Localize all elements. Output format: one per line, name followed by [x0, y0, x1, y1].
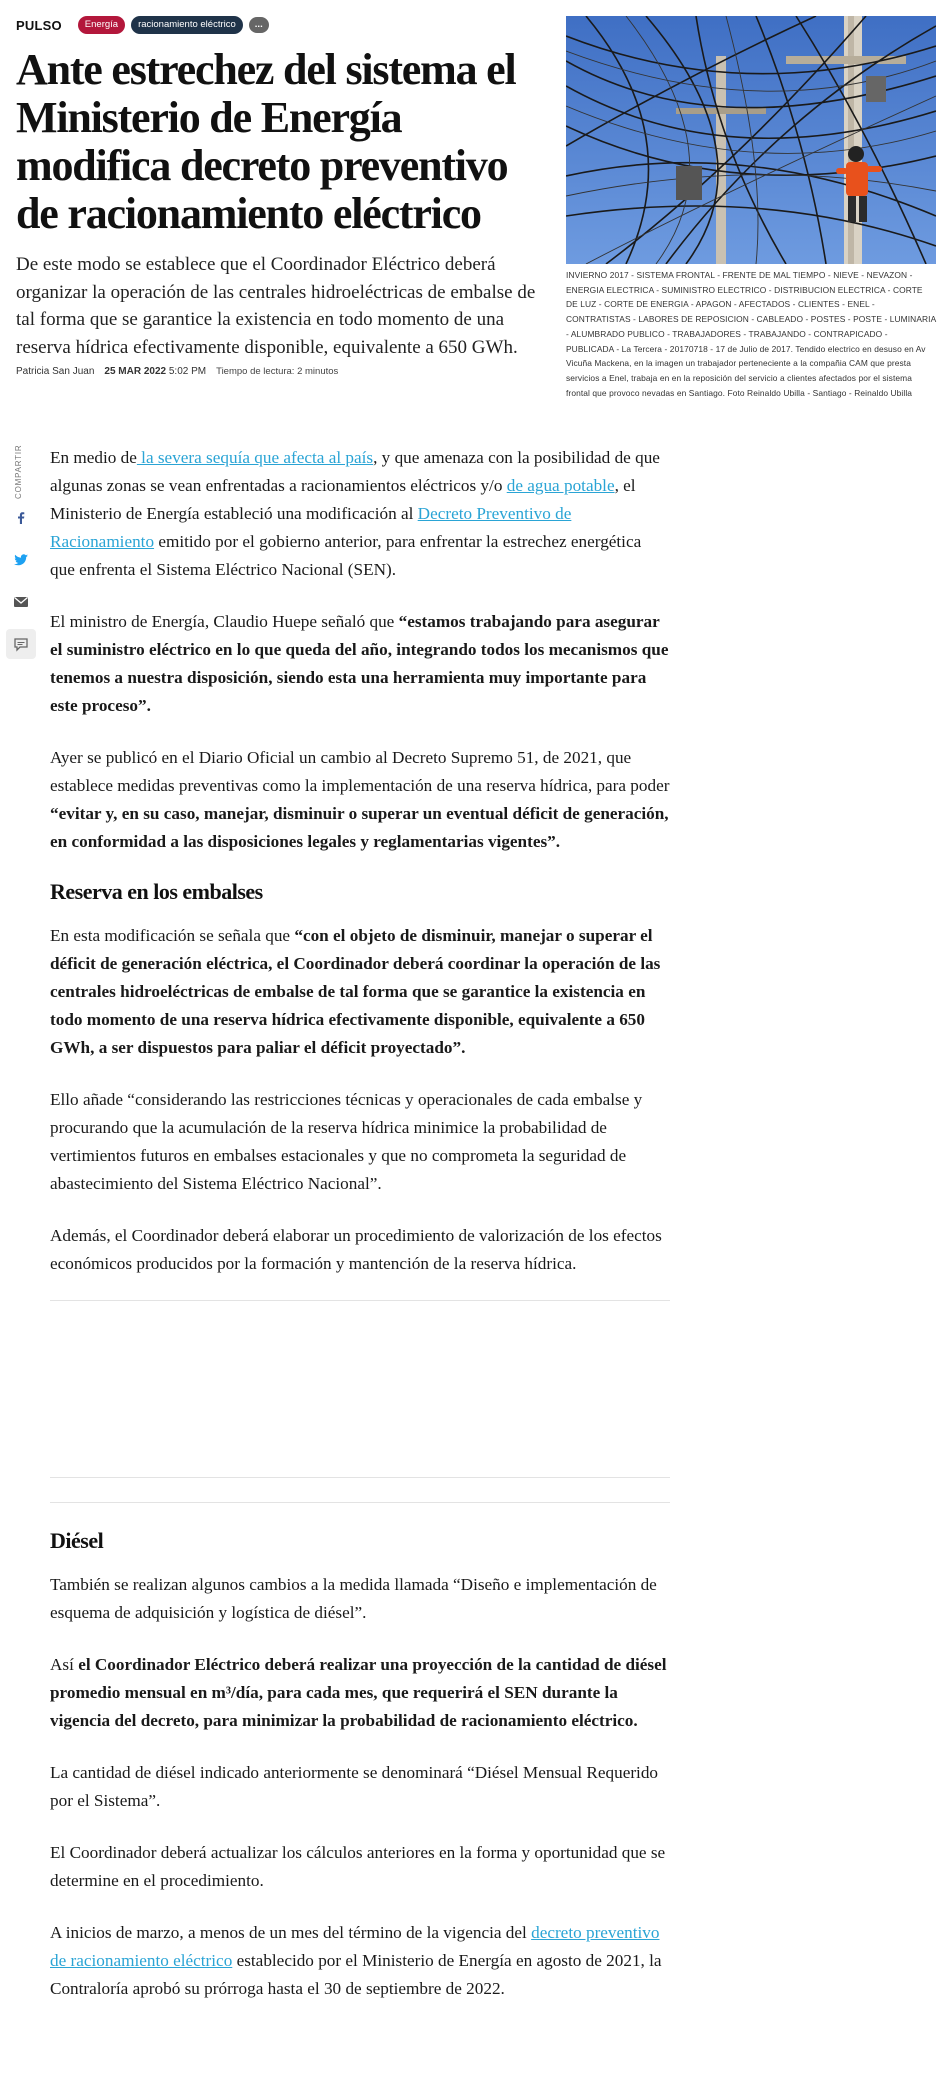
section-label[interactable]: PULSO [16, 17, 62, 33]
article-topline [16, 16, 269, 34]
link-decreto-racionamiento[interactable]: decreto preventivo de racionamiento eléctrico [50, 1923, 660, 1970]
publish-time: 5:02 PM [168, 366, 207, 377]
divider-section [50, 1502, 670, 1503]
paragraph-11: A inicios de marzo, a menos de un mes del término de la vigencia del decreto preventivo de racionamiento eléctrico establecido por el Ministerio de Energía en agosto de 2021, la Contraloría aprobó su prórroga hasta el 30 de septiembre de 2022. [50, 1923, 662, 1998]
reading-time: Tiempo de lectura: 2 minutos [216, 366, 339, 377]
paragraph-2: El ministro de Energía, Claudio Huepe señaló que “estamos trabajando para asegurar el suministro eléctrico en lo que queda del año, integrando todos los mecanismos que tenemos a nuestra disposición, siendo esta una herramienta muy importante para este proceso”. [50, 612, 669, 715]
comments-button[interactable] [6, 629, 36, 659]
paragraph-9: La cantidad de diésel indicado anteriormente se denominará “Diésel Mensual Requerido por el Sistema”. [50, 1763, 659, 1810]
tags-more-button[interactable]: ... [249, 17, 269, 33]
mail-icon [11, 592, 31, 612]
tag-racionamiento[interactable]: racionamiento eléctrico [131, 16, 243, 34]
paragraph-7: También se realizan algunos cambios a la medida llamada “Diseño e implementación de esquema de adquisición y logística de diésel”. [50, 1575, 657, 1622]
subheading-diesel: Diésel [50, 1528, 104, 1553]
paragraph-4: En esta modificación se señala que “con el objeto de disminuir, manejar o superar el déficit de generación eléctrica, el Coordinador deberá coordinar la operación de las centrales hidroeléctricas de embalse de tal forma que se garantice la existencia en todo momento de una reserva hídrica efectivamente disponible, equivalente a 650 GWh, a ser dispuestos para paliar el déficit proyectado”. [50, 926, 661, 1057]
ad-slot [50, 1301, 670, 1477]
comment-icon [11, 634, 31, 654]
link-sequia[interactable]: la severa sequía que afecta al país [136, 448, 374, 467]
divider-bottom [50, 1477, 670, 1478]
article-dek: De este modo se establece que el Coordinador Eléctrico deberá organizar la operación de las centrales hidroeléctricas de embalse de tal forma que se garantice la existencia en todo momento de una reserva hídrica efectivamente disponible, equivalente a 650 GWh. [16, 254, 536, 358]
article-headline: Ante estrechez del sistema el Ministerio de Energía modifica decreto preventivo de racionamiento eléctrico [16, 45, 516, 238]
paragraph-1: En medio de la severa sequía que afecta al país, y que amenaza con la posibilidad de que algunas zonas se vean enfrentadas a racionamientos eléctricos y/o de agua potable, el Ministerio de Energía estableció una modificación al Decreto Preventivo de Racionamiento emitido por el gobierno anterior, para enfrentar la estrechez energética que enfrenta el Sistema Eléctrico Nacional (SEN). [50, 448, 660, 579]
facebook-icon [11, 508, 31, 528]
lead-photo[interactable] [566, 16, 936, 264]
link-agua-potable[interactable]: de agua potable [506, 476, 615, 495]
share-label: COMPARTIR [14, 444, 23, 499]
twitter-share-button[interactable] [8, 547, 34, 573]
publish-date: 25 MAR 2022 [104, 366, 167, 377]
subheading-reserva: Reserva en los embalses [50, 879, 263, 904]
tag-energia[interactable]: Energía [78, 16, 125, 34]
paragraph-8: Así el Coordinador Eléctrico deberá realizar una proyección de la cantidad de diésel promedio mensual en m³/día, para cada mes, que requerirá el SEN durante la vigencia del decreto, para minimizar la probabilidad de racionamiento eléctrico. [50, 1655, 667, 1730]
paragraph-3: Ayer se publicó en el Diario Oficial un cambio al Decreto Supremo 51, de 2021, que establece medidas preventivas como la implementación de una reserva hídrica, para poder “evitar y, en su caso, manejar, disminuir o superar un eventual déficit de generación, en conformidad a las disposiciones legales y reglamentarias vigentes”. [50, 748, 670, 851]
link-decreto-preventivo[interactable]: Decreto Preventivo de Racionamiento [50, 504, 572, 551]
article-body [50, 444, 670, 2031]
paragraph-10: El Coordinador deberá actualizar los cálculos anteriores en la forma y oportunidad que se determine en el procedimiento. [50, 1843, 666, 1890]
paragraph-6: Además, el Coordinador deberá elaborar un procedimiento de valorización de los efectos económicos producidos por la formación y mantención de la reserva hídrica. [50, 1226, 662, 1273]
lead-photo-illustration [566, 16, 936, 264]
twitter-icon [11, 550, 31, 570]
paragraph-5: Ello añade “considerando las restricciones técnicas y operacionales de cada embalse y procurando que la acumulación de la reserva hídrica minimice la probabilidad de vertimientos futuros en embalses estacionales y que no comprometa la seguridad de abastecimiento del Sistema Eléctrico Nacional”. [50, 1090, 643, 1193]
email-share-button[interactable] [8, 589, 34, 615]
facebook-share-button[interactable] [8, 505, 34, 531]
author-name[interactable]: Patricia San Juan [16, 366, 95, 377]
byline [16, 366, 338, 377]
photo-caption: INVIERNO 2017 - SISTEMA FRONTAL - FRENTE DE MAL TIEMPO - NIEVE - NEVAZON - ENERGIA ELECTRICA - SUMINISTRO ELECTRICO - DISTRIBUCION ELECTRICA - CORTE DE LUZ - CORTE DE ENERGIA - APAGON - AFECTADOS - CLIENTES - ENEL - CONTRATISTAS - LABORES DE REPOSICION - CABLEADO - POSTES - POSTE - LUMINARIA - ALUMBRADO PUBLICO - TRABAJADORES - TRABAJANDO - CONTRAPICADO - PUBLICADA - La Tercera - 20170718 - 17 de Julio de 2017. Tendido electrico en desuso en Av Vicuña Mackena, en la imagen un trabajador perteneciente a la compañia CAM que presta servicios a Enel, trabaja en en la reposición del servicio a clientes afectados por el sistema frontal que provoco nevadas en Santiago. Foto Reinaldo Ubilla - Santiago - Reinaldo Ubilla [566, 270, 936, 398]
